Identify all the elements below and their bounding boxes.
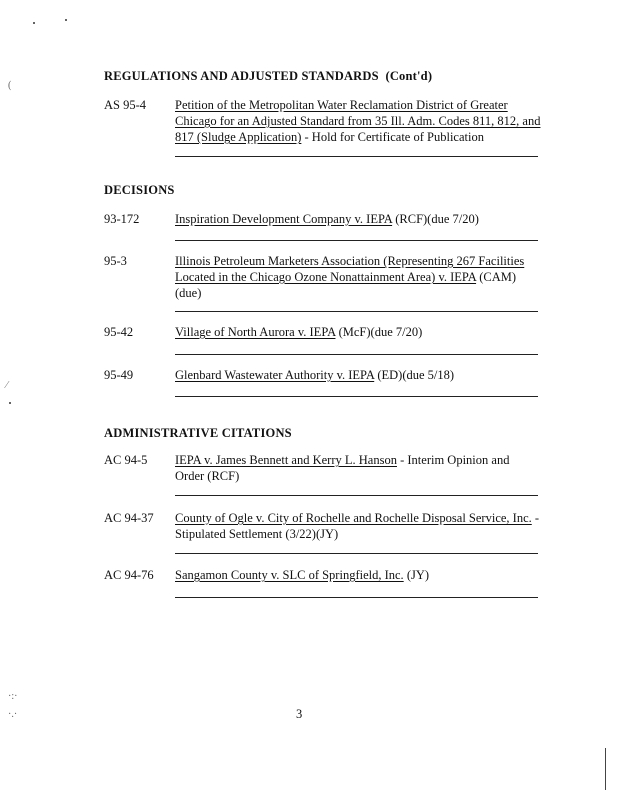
citation-note: - Interim Opinion and Order (RCF) xyxy=(175,453,510,483)
divider xyxy=(175,311,538,312)
divider xyxy=(175,156,538,157)
citation-number: AC 94-37 xyxy=(104,511,154,525)
scan-speck xyxy=(9,402,11,404)
citation-title: County of Ogle v. City of Rochelle and Rochelle Disposal Service, Inc. xyxy=(175,511,532,525)
scan-speck xyxy=(33,22,35,24)
decision-title: Illinois Petroleum Marketers Association (Representing 267 Facilities Located in the Chicago Ozone Nonattainment Area) v. IEPA xyxy=(175,254,525,284)
divider xyxy=(175,354,538,355)
entry-note: - Hold for Certificate of Publication xyxy=(301,130,484,144)
decision-number: 93-172 xyxy=(104,212,140,226)
citations-heading: ADMINISTRATIVE CITATIONS xyxy=(104,426,292,440)
decision-text xyxy=(175,211,543,227)
right-edge-line xyxy=(605,748,606,790)
citation-note: (JY) xyxy=(403,568,430,582)
entry-text xyxy=(175,97,543,145)
decision-number: 95-49 xyxy=(104,368,134,382)
citation-title: IEPA v. James Bennett and Kerry L. Hanson xyxy=(175,453,397,467)
header-title: REGULATIONS AND ADJUSTED STANDARDS xyxy=(104,69,379,83)
scan-speck xyxy=(65,19,67,21)
decision-title: Glenbard Wastewater Authority v. IEPA xyxy=(175,368,375,382)
divider xyxy=(175,396,538,397)
margin-mark: ⁄ xyxy=(6,380,8,391)
decision-note: (CAM)(due) xyxy=(175,270,517,300)
margin-mark: ·:· xyxy=(8,691,18,702)
citation-note: - Stipulated Settlement (3/22)(JY) xyxy=(175,511,540,541)
decision-text xyxy=(175,253,535,301)
divider xyxy=(175,240,538,241)
decision-text xyxy=(175,324,543,340)
entry-number: AS 95-4 xyxy=(104,98,147,112)
decision-number: 95-42 xyxy=(104,325,134,339)
citation-number: AC 94-76 xyxy=(104,568,154,582)
margin-mark: ( xyxy=(8,80,12,91)
decision-number: 95-3 xyxy=(104,254,127,268)
citation-text xyxy=(175,567,543,583)
decision-note: (McF)(due 7/20) xyxy=(335,325,423,339)
decision-title: Inspiration Development Company v. IEPA xyxy=(175,212,393,226)
decision-note: (ED)(due 5/18) xyxy=(374,368,455,382)
citation-title: Sangamon County v. SLC of Springfield, Inc. xyxy=(175,568,404,582)
decision-title: Village of North Aurora v. IEPA xyxy=(175,325,336,339)
margin-mark: ·.· xyxy=(8,709,18,720)
entry-title: Petition of the Metropolitan Water Reclamation District of Greater Chicago for an Adjusted Standard from 35 Ill. Adm. Codes 811, 812, and 817 (Sludge Application) xyxy=(175,98,541,144)
citation-text xyxy=(175,452,527,484)
decision-note: (RCF)(due 7/20) xyxy=(392,212,479,226)
divider xyxy=(175,553,538,554)
section-header xyxy=(104,68,432,84)
citation-text xyxy=(175,510,550,542)
divider xyxy=(175,597,538,598)
divider xyxy=(175,495,538,496)
header-suffix: (Cont'd) xyxy=(385,69,433,83)
decisions-heading: DECISIONS xyxy=(104,183,175,197)
citation-number: AC 94-5 xyxy=(104,453,148,467)
page-number: 3 xyxy=(296,707,303,721)
decision-text xyxy=(175,367,543,383)
